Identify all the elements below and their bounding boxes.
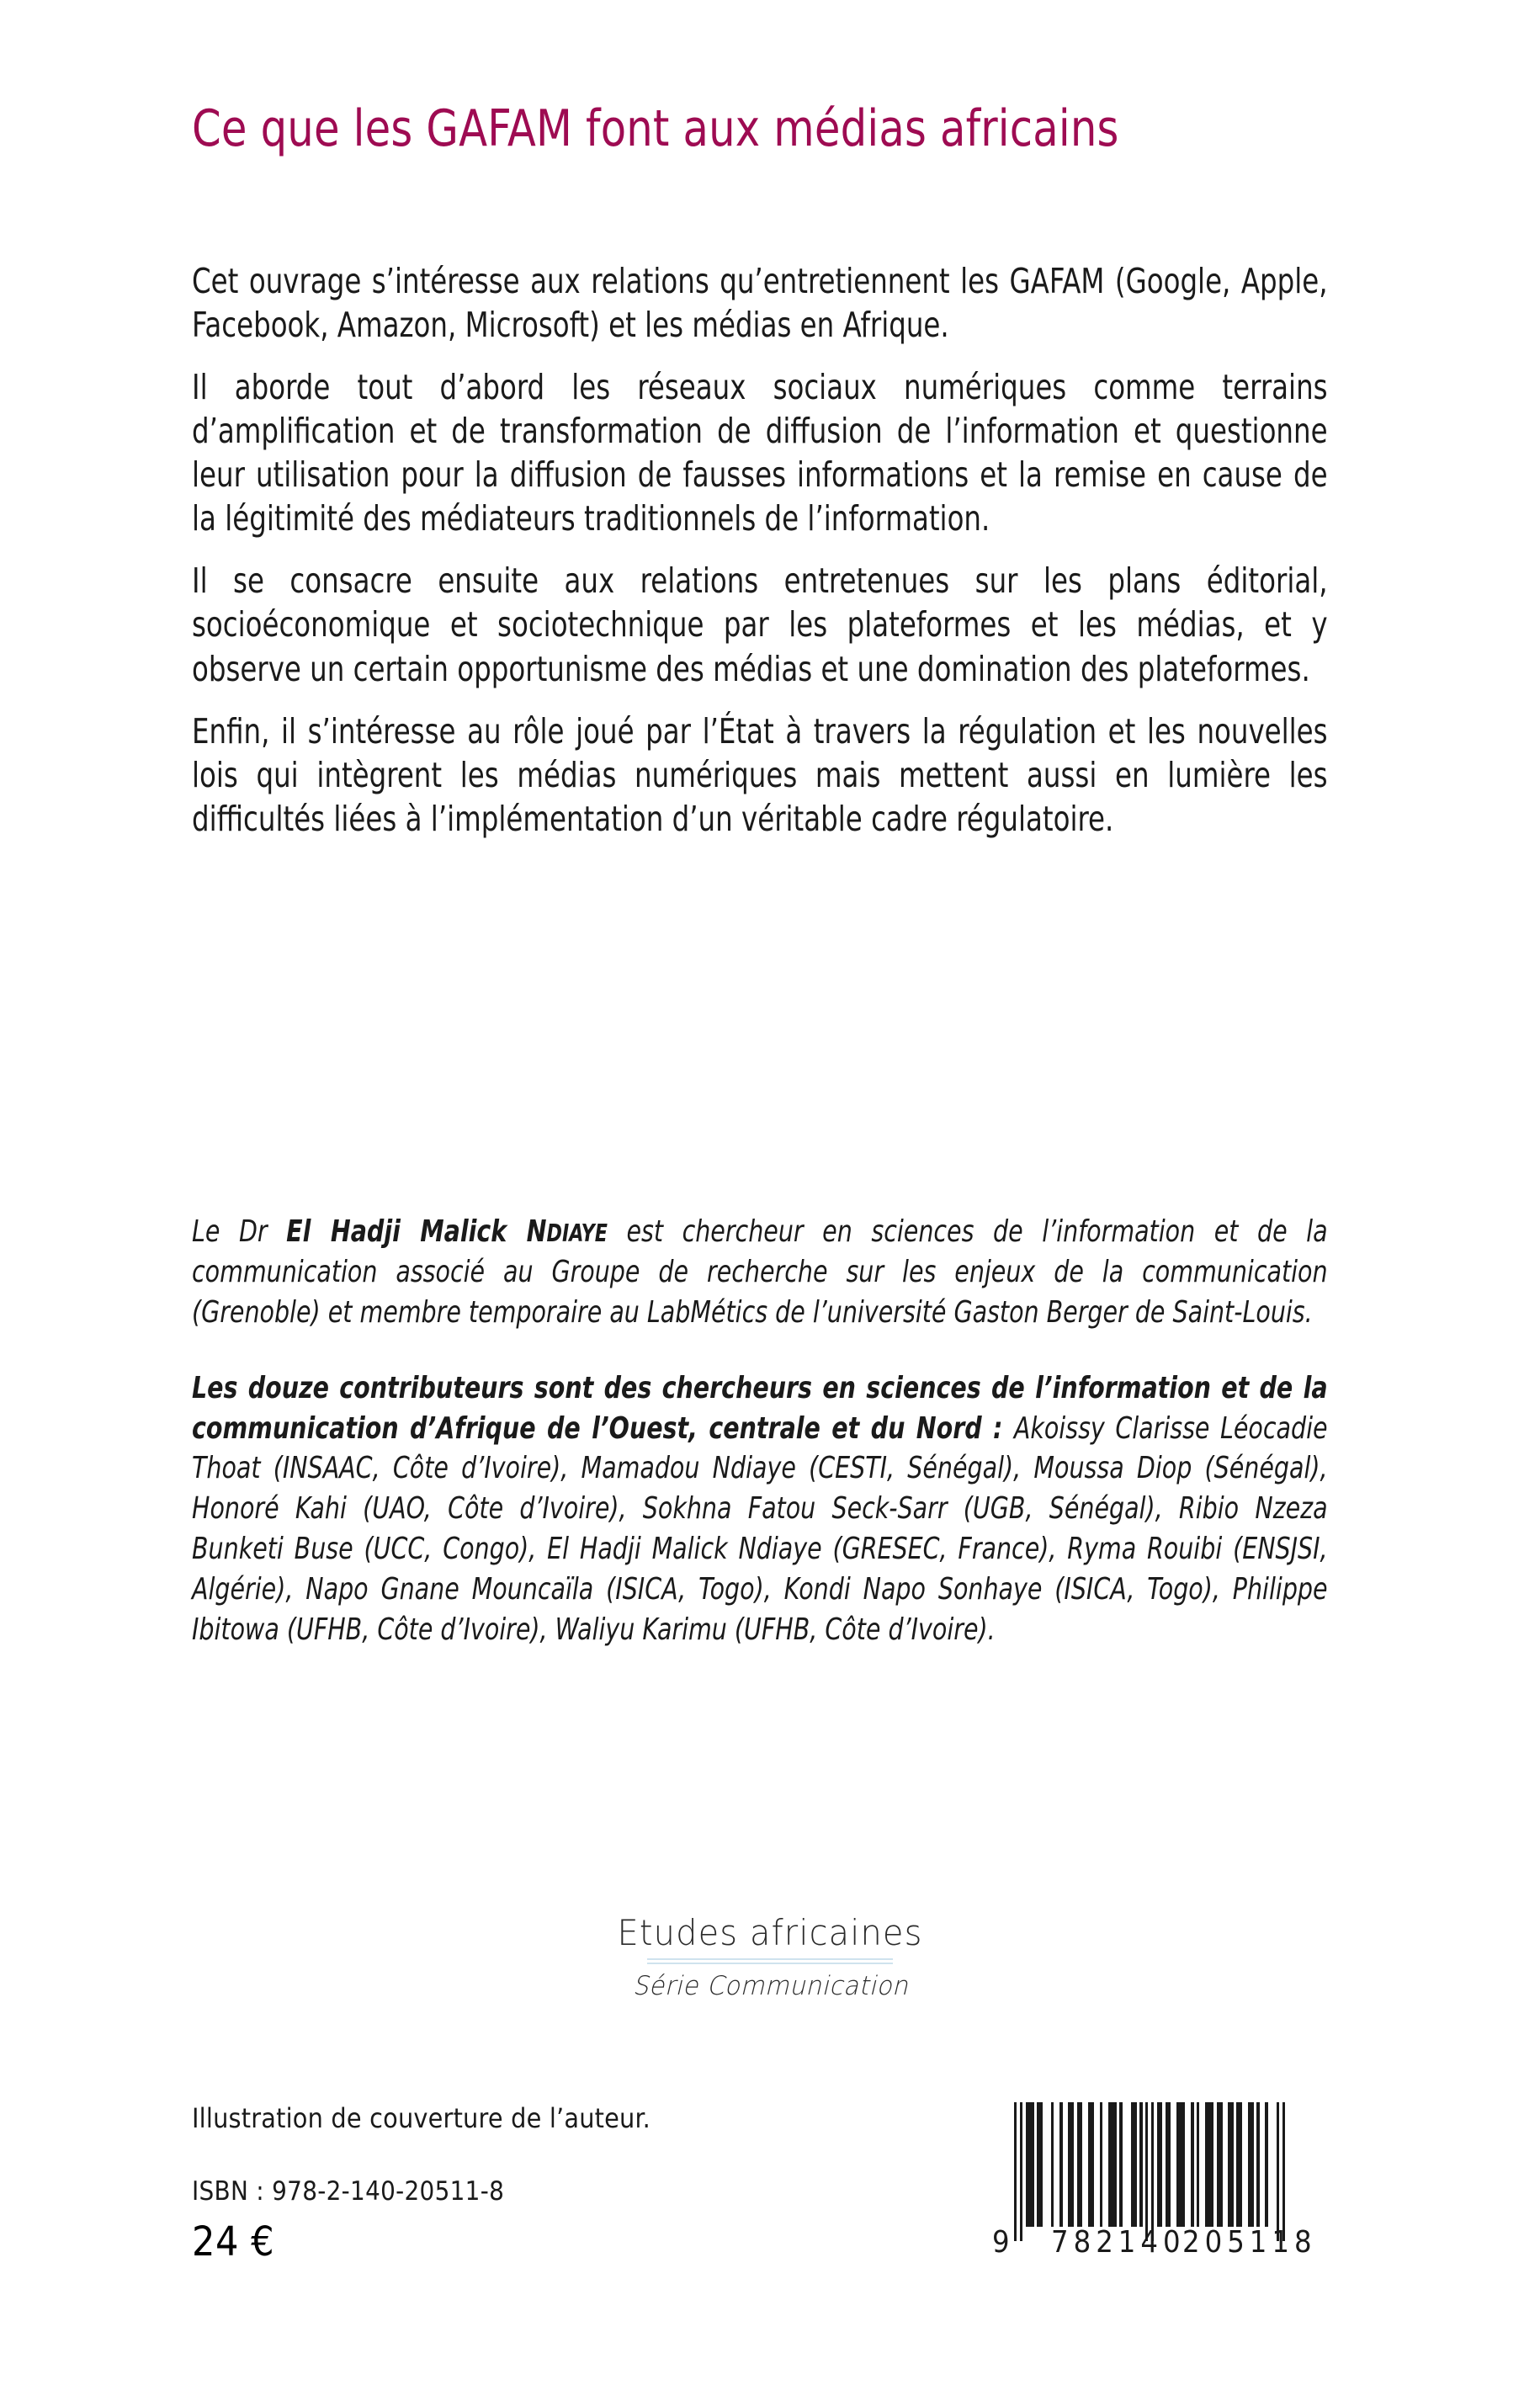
- page-title: Ce que les GAFAM font aux médias africains: [192, 99, 1119, 158]
- author-surname: [527, 1214, 608, 1249]
- series-block: [0, 1912, 1540, 2001]
- barcode-digits-right: 205118: [1182, 2225, 1317, 2260]
- barcode-digits-mid: 782140: [1051, 2225, 1186, 2260]
- author-name: El Hadji Malick: [286, 1214, 527, 1249]
- author-bio-lead: Le Dr: [192, 1214, 287, 1249]
- series-subtitle: Série Communication: [632, 1971, 908, 2001]
- barcode-digits: [992, 2225, 1334, 2262]
- contributors-paragraph: [192, 1368, 1328, 1650]
- price-text: 24 €: [192, 2218, 275, 2265]
- author-bio-rest: est chercheur en sciences de l’information et de la communication associé au Groupe de recherche sur les enjeux de la communication (Grenoble) et membre temporaire au LabMétics de l’université Gaston Berger de Saint-Louis.: [192, 1214, 1328, 1330]
- series-name: Etudes africaines: [617, 1912, 923, 1953]
- blurb-paragraph-2: Il aborde tout d’abord les réseaux sociaux numériques comme terrains d’amplification et de transformation de diffusion de l’information et questionne leur utilisation pour la diffusion de fausses informations et la remise en cause de la légitimité des médiateurs traditionnels de l’information.: [192, 367, 1328, 539]
- illustration-credit: Illustration de couverture de l’auteur.: [192, 2102, 651, 2134]
- blurb-paragraph-4: Enfin, il s’intéresse au rôle joué par l’État à travers la régulation et les nouvelles lois qui intègrent les médias numériques mais mettent aussi en lumière les difficultés liées à l’implémentation d’un véritable cadre régulatoire.: [192, 710, 1328, 839]
- contributors-list: Akoissy Clarisse Léocadie Thoat (INSAAC, Côte d’Ivoire), Mamadou Ndiaye (CESTI, Sénégal), Moussa Diop (Sénégal), Honoré Kahi (UAO, Côte d’Ivoire), Sokhna Fatou Seck-Sarr (UGB, Sénégal), Ribio Nzeza Bunketi Buse (UCC, Congo), El Hadji Malick Ndiaye (GRESEC, France), Ryma Rouibi (ENSJSI, Algérie), Napo Gnane Mouncaïla (ISICA, Togo), Kondi Napo Sonhaye (ISICA, Togo), Philippe Ibitowa (UFHB, Côte d’Ivoire), Waliyu Karimu (UFHB, Côte d’Ivoire).: [192, 1410, 1328, 1647]
- barcode-digit-left: 9: [992, 2225, 1015, 2260]
- contributors-intro: Les douze contributeurs sont des chercheurs en sciences de l’information et de la communication d’Afrique de l’Ouest, centrale et du Nord :: [192, 1370, 1328, 1446]
- author-bio: [192, 1212, 1328, 1333]
- author-surname-initial: N: [526, 1214, 547, 1249]
- isbn-text: ISBN : 978-2-140-20511-8: [192, 2176, 505, 2207]
- blurb-section: [192, 259, 1328, 841]
- author-surname-smallcaps: DIAYE: [546, 1219, 608, 1247]
- authors-section: [192, 1212, 1328, 1650]
- barcode-bars: [1014, 2102, 1334, 2227]
- barcode: [992, 2102, 1334, 2262]
- series-divider: [647, 1958, 893, 1964]
- blurb-paragraph-1: Cet ouvrage s’intéresse aux relations qu’entretiennent les GAFAM (Google, Apple, Facebook, Amazon, Microsoft) et les médias en Afrique.: [192, 261, 1328, 346]
- blurb-paragraph-3: Il se consacre ensuite aux relations entretenues sur les plans éditorial, socioéconomique et sociotechnique par les plateformes et les médias, et y observe un certain opportunisme des médias et une domination des plateformes.: [192, 560, 1328, 689]
